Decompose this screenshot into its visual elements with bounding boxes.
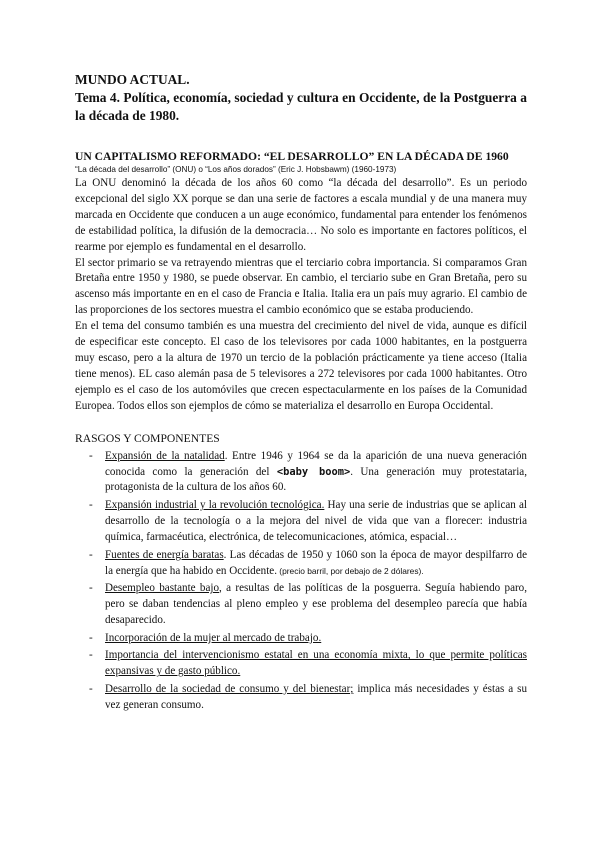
list-item-intervencionismo xyxy=(75,648,527,680)
list-item-consumo xyxy=(75,682,527,714)
bullet-dash: - xyxy=(89,631,93,644)
course-title: MUNDO ACTUAL. xyxy=(75,72,190,87)
item-label: Fuentes de energía baratas xyxy=(105,548,224,561)
list-item-industrial xyxy=(75,498,527,546)
item-label: Incorporación de la mujer al mercado de trabajo. xyxy=(105,631,322,644)
item-text: . Las décadas de 1950 y 1060 son la época de mayor despilfarro de la energía que ha habido en Occidente. xyxy=(105,548,528,577)
section-heading: UN CAPITALISMO REFORMADO: “EL DESARROLLO” EN LA DÉCADA DE 1960 xyxy=(75,150,509,163)
section-citation: “La década del desarrollo” (ONU) o “Los años dorados” (Eric J. Hobsbawm) (1960-1973) xyxy=(75,165,397,174)
list-item-desempleo xyxy=(75,581,527,629)
item-label: Importancia del intervencionismo estatal en una economía mixta, lo que permite políticas expansivas y de gasto público. xyxy=(105,649,527,678)
item-text: Hay una serie de industrias que se aplican al desarrollo de la tecnología o a la mejora del nivel de vida que van a florecer: industria química, farmacéutica, electrónica, de telecomunicaciones, atómica, espacial… xyxy=(105,499,527,543)
bullet-dash: - xyxy=(89,449,93,462)
document-page xyxy=(75,70,527,716)
item-text: . Entre 1946 y 1964 se da la aparición de una nueva generación conocida como la generación del xyxy=(105,449,527,478)
list-item-energia xyxy=(75,548,527,580)
bullet-dash: - xyxy=(89,649,93,662)
bullet-dash: - xyxy=(89,683,93,696)
bullet-dash: - xyxy=(89,499,93,512)
item-text: implica más necesidades y éstas a su vez generan consumo. xyxy=(105,683,527,711)
item-text: . Una generación muy protestataria, protagonista de la cultura de los años 60. xyxy=(105,465,527,494)
paragraph-sectors: El sector primario se va retrayendo mientras que el terciario cobra importancia. Si comparamos Gran Bretaña entre 1950 y 1980, se puede observar. En cambio, el terciario sube en Gran Bretaña, pero su ascenso más importante en en el caso de Francia e Italia. Italia era un país muy agrario. El cambio de las proporciones de los sectores muestra el cambio económico que se estaba produciendo. xyxy=(75,256,527,317)
item-bold-term: <baby boom> xyxy=(276,465,351,478)
item-label: Expansión de la natalidad xyxy=(105,449,225,462)
bullet-dash: - xyxy=(89,548,93,561)
item-label: Desempleo bastante bajo xyxy=(105,582,220,595)
item-note: (precio barril, por debajo de 2 dólares). xyxy=(276,565,424,576)
item-label: Desarrollo de la sociedad de consumo y del bienestar; xyxy=(105,683,354,696)
list-item-natalidad xyxy=(75,449,527,497)
paragraph-consumption: En el tema del consumo también es una muestra del crecimiento del nivel de vida, aunque es difícil de especificar este concepto. El caso de los televisores por cada 1000 habitantes, en la postguerra muy escaso, pero a la altura de 1970 un tercio de la población prácticamente ya tiene acceso (Italia tiene menos). EL caso alemán pasa de 5 televisores a 272 televisores por cada 1000 habitantes. Otro ejemplo es el caso de los automóviles que crecen espectacularmente en los países de la Comunidad Europea. Todos ellos son ejemplos de cómo se materializa el desarrollo en Europa Occidental. xyxy=(75,320,527,412)
rasgos-heading: RASGOS Y COMPONENTES xyxy=(75,431,220,445)
bullet-dash: - xyxy=(89,582,93,595)
rasgos-list xyxy=(75,449,527,714)
item-label: Expansión industrial y la revolución tecnológica. xyxy=(105,499,325,512)
topic-title: Tema 4. Política, economía, sociedad y cultura en Occidente, de la Postguerra a la década de 1980. xyxy=(75,90,527,123)
item-text: , a resultas de las políticas de la posguerra. Seguía habiendo paro, pero se daban tendencias al pleno empleo y ese problema del desempleo parecía que había desaparecido. xyxy=(105,582,528,627)
paragraph-onu: La ONU denominó la década de los años 60 como “la década del desarrollo”. Es un periodo excepcional del siglo XX porque se dan una serie de factores a escala mundial y de una manera muy marcada en Occidente que conducen a un auge económico, fundamental para entender los fenómenos de estabilidad política, la difusión de la democracia… No solo es importante en factores políticos, el rearme por ejemplo es fundamental en el desarrollo. xyxy=(75,177,527,253)
list-item-mujer xyxy=(75,631,527,647)
